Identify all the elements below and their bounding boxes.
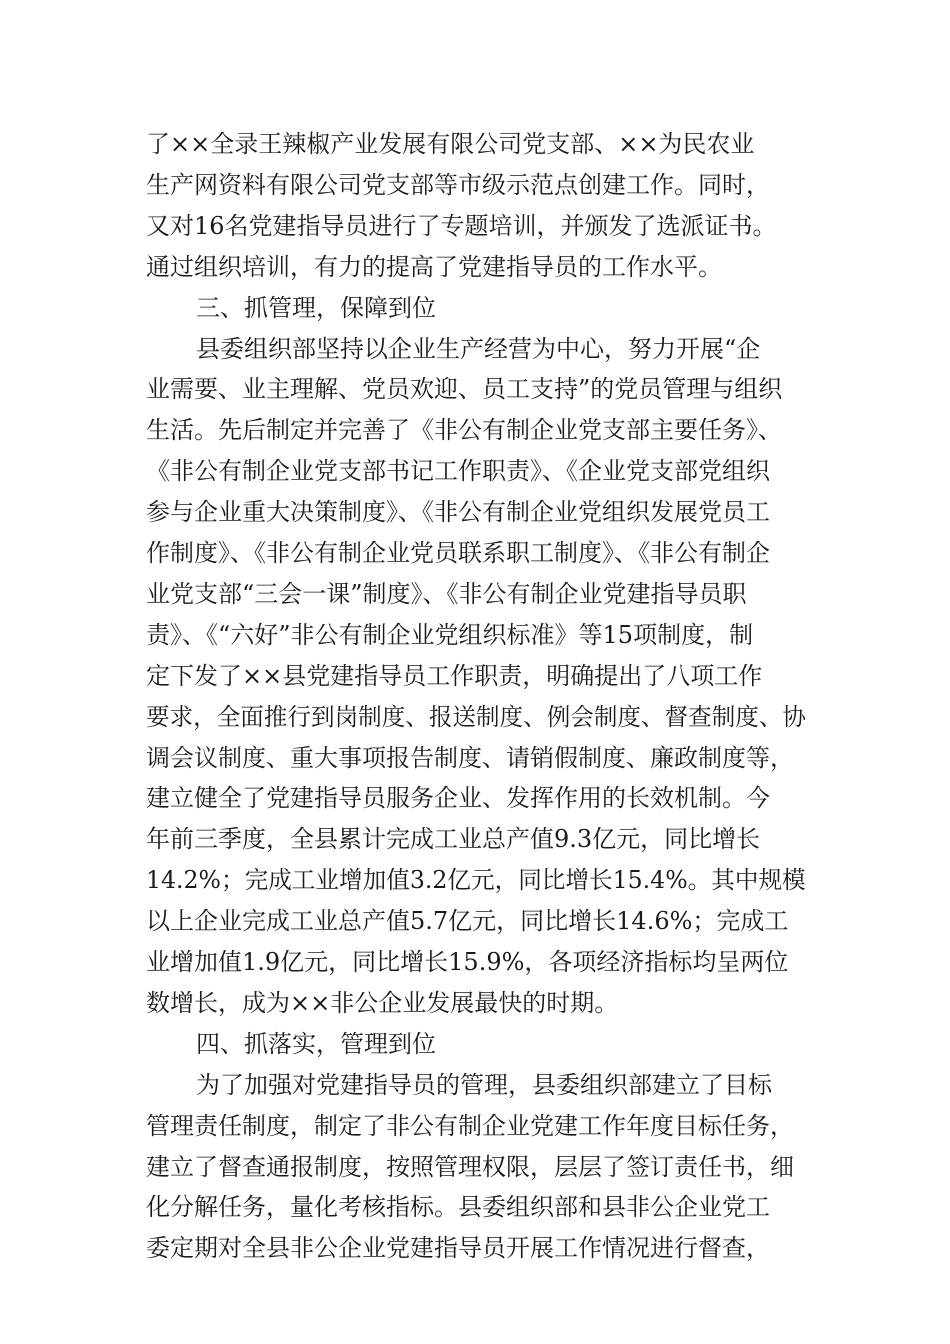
text-line: 生活。先后制定并完善了《非公有制企业党支部主要任务》、 xyxy=(146,416,782,445)
text-line: 年前三季度，全县累计完成工业总产值9.3亿元，同比增长 xyxy=(146,825,761,854)
text-line: 14.2%；完成工业增加值3.2亿元，同比增长15.4%。其中规模 xyxy=(146,866,806,895)
text-line: 责》、《“六好”非公有制企业党组织标准》等15项制度，制 xyxy=(146,620,754,649)
text-line: 作制度》、《非公有制企业党员联系职工制度》、《非公有制企 xyxy=(146,539,770,567)
text-line: 参与企业重大决策制度》、《非公有制企业党组织发展党员工 xyxy=(146,498,770,527)
text-line: 《非公有制企业党支部书记工作职责》、《企业党支部党组织 xyxy=(146,457,770,486)
text-line: 调会议制度、重大事项报告制度、请销假制度、廉政制度等， xyxy=(146,743,794,772)
text-line: 业党支部“三会一课”制度》、《非公有制企业党建指导员职 xyxy=(146,579,747,608)
text-line: 又对16名党建指导员进行了专题培训，并颁发了选派证书。 xyxy=(146,211,777,240)
text-line: 为了加强对党建指导员的管理，县委组织部建立了目标 xyxy=(196,1070,772,1099)
text-line: 业需要、业主理解、党员欢迎、员工支持”的党员管理与组织 xyxy=(146,375,783,404)
text-line: 建立了督查通报制度，按照管理权限，层层了签订责任书，细 xyxy=(146,1152,794,1181)
text-line: 建立健全了党建指导员服务企业、发挥作用的长效机制。今 xyxy=(146,784,770,813)
text-line: 县委组织部坚持以企业生产经营为中心，努力开展“企 xyxy=(196,334,761,363)
section-heading: 四、抓落实，管理到位 xyxy=(196,1029,436,1058)
text-line: 管理责任制度，制定了非公有制企业党建工作年度目标任务， xyxy=(146,1111,794,1140)
text-line: 化分解任务，量化考核指标。县委组织部和县非公企业党工 xyxy=(146,1193,770,1222)
text-line: 要求，全面推行到岗制度、报送制度、例会制度、督查制度、协 xyxy=(146,702,806,731)
text-line: 委定期对全县非公企业党建指导员开展工作情况进行督查， xyxy=(146,1234,770,1263)
text-line: 数增长，成为××非公企业发展最快的时期。 xyxy=(146,988,619,1017)
section-heading: 三、抓管理，保障到位 xyxy=(196,293,436,322)
text-line: 了××全录王辣椒产业发展有限公司党支部、××为民农业 xyxy=(146,130,755,158)
text-line: 定下发了××县党建指导员工作职责，明确提出了八项工作 xyxy=(146,661,763,690)
text-line: 业增加值1.9亿元，同比增长15.9%，各项经济指标均呈两位 xyxy=(146,948,789,976)
text-line: 通过组织培训，有力的提高了党建指导员的工作水平。 xyxy=(146,252,722,281)
text-line: 生产网资料有限公司党支部等市级示范点创建工作。同时， xyxy=(146,170,770,199)
text-line: 以上企业完成工业总产值5.7亿元，同比增长14.6%；完成工 xyxy=(146,907,789,936)
